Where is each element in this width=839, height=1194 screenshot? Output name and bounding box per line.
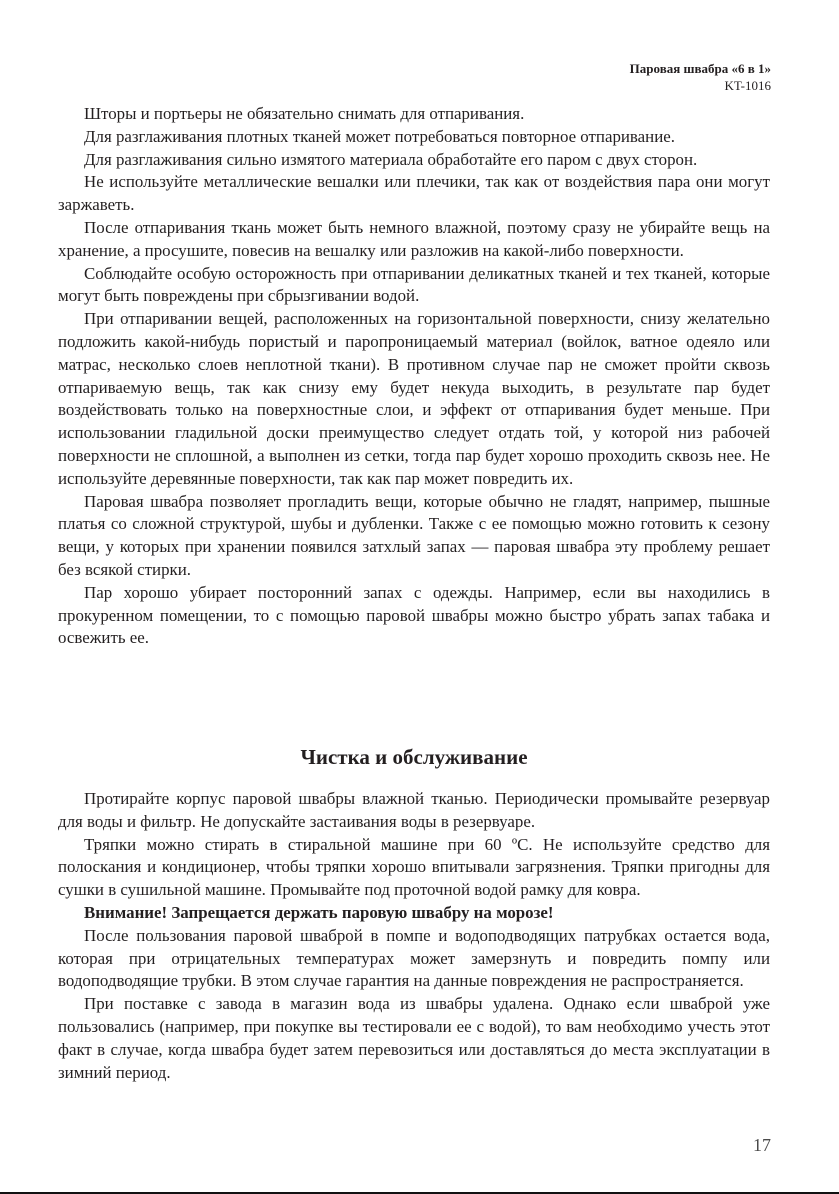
- paragraph: Для разглаживания плотных тканей может потребоваться повторное отпаривание.: [84, 126, 675, 146]
- paragraph: После пользования паровой шваброй в помпе и водоподводящих патрубках остается вода, которая при отрицательных температурах может замерзнуть и повредить помпу или водоподводящие трубки. В этом случае гарантия на данные повреждения не распространяется.: [58, 925, 770, 991]
- paragraph: Шторы и портьеры не обязательно снимать для отпаривания.: [84, 104, 525, 123]
- paragraph: Пар хорошо убирает посторонний запах с одежды. Например, если вы находились в прокуренном помещении, то с помощью паровой швабры можно быстро убрать запах табака и освежить ее.: [58, 582, 770, 648]
- paragraph: Не используйте металлические вешалки или плечики, так как от воздействия пара они могут заржаветь.: [58, 172, 770, 215]
- page-header: [630, 60, 771, 94]
- paragraph: Паровая швабра позволяет прогладить вещи, которые обычно не гладят, например, пышные платья со сложной структурой, шубы и дубленки. Также с ее помощью можно готовить к сезону вещи, у которых при хранении появился затхлый запах — паровая швабра эту проблему решает без всякой стирки.: [58, 491, 770, 579]
- paragraph: Для разглаживания сильно измятого материала обработайте его паром с двух сторон.: [84, 149, 698, 169]
- header-model: KT-1016: [724, 78, 771, 93]
- steaming-tips-section: [58, 103, 770, 650]
- paragraph: При поставке с завода в магазин вода из швабры удалена. Однако если шваброй уже пользовались (например, при покупке вы тестировали ее с водой), то вам необходимо учесть этот факт в случае, когда швабра будет затем перевозиться или доставляться до места эксплуатации в зимний период.: [58, 994, 770, 1082]
- paragraph: После отпаривания ткань может быть немного влажной, поэтому сразу не убирайте вещь на хранение, а просушите, повесив на вешалку или разложив на какой-либо поверхности.: [58, 217, 770, 260]
- header-title: Паровая швабра «6 в 1»: [629, 61, 771, 76]
- paragraph: При отпаривании вещей, расположенных на горизонтальной поверхности, снизу желательно подложить какой-нибудь пористый и паропроницаемый материал (войлок, ватное одеяло или матрас, несколько слоев неплотной ткани). В противном случае пар не сможет пройти сквозь отпариваемую вещь, так как снизу ему будет некуда выходить, в результате пар будет воздействовать только на поверхностные слои, и эффект от отпаривания будет меньше. При использовании гладильной доски преимущество следует отдать той, у которой низ рабочей поверхности не сплошной, а выполнен из сетки, тогда пар будет хорошо проходить сквозь нее. Не используйте деревянные поверхности, так как пар может повредить их.: [58, 309, 770, 488]
- paragraph: Соблюдайте особую осторожность при отпаривании деликатных тканей и тех тканей, которые могут быть повреждены при сбрызгивании водой.: [58, 263, 770, 306]
- section-heading-cleaning: Чистка и обслуживание: [300, 745, 528, 769]
- warning-paragraph: Внимание! Запрещается держать паровую швабру на морозе!: [84, 902, 554, 922]
- page-number: 17: [753, 1135, 771, 1155]
- paragraph: Тряпки можно стирать в стиральной машине при 60 ºС. Не используйте средство для полоскания и кондиционер, чтобы тряпки хорошо впитывали загрязнения. Тряпки пригодны для сушки в сушильной машине. Промывайте под проточной водой рамку для ковра.: [58, 834, 770, 900]
- cleaning-section: [58, 788, 770, 1084]
- paragraph: Протирайте корпус паровой швабры влажной тканью. Периодически промывайте резервуар для воды и фильтр. Не допускайте застаивания воды в резервуаре.: [58, 789, 770, 831]
